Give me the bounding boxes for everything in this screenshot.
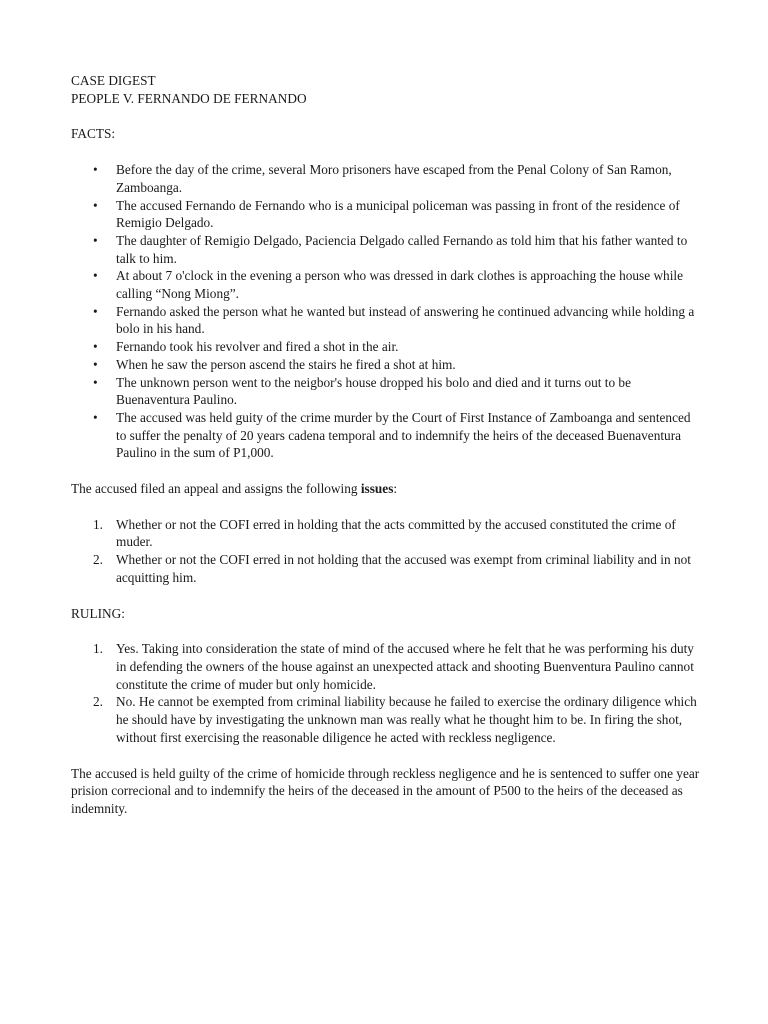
spacer — [71, 498, 701, 516]
list-item — [71, 409, 701, 462]
list-item — [71, 551, 701, 586]
bullet-icon: • — [93, 339, 98, 355]
ruling-heading: RULING: — [71, 605, 125, 621]
spacer — [71, 622, 701, 640]
spacer — [71, 587, 701, 605]
list-item — [71, 356, 701, 374]
bullet-icon: • — [93, 409, 98, 425]
spacer — [71, 462, 701, 480]
ruling-number: 1. — [93, 641, 103, 657]
appeal-text: The accused filed an appeal and assigns the following — [71, 481, 361, 497]
list-item — [71, 197, 701, 232]
list-item — [71, 338, 701, 356]
appeal-bold-word: issues — [360, 481, 394, 497]
ruling-number: 2. — [93, 694, 103, 710]
list-item — [71, 516, 701, 551]
bullet-icon: • — [93, 303, 98, 319]
fact-text: Before the day of the crime, several Moro prisoners have escaped from the Penal Colony of San Ramon, Zamboanga. — [116, 162, 672, 195]
list-item — [71, 161, 701, 196]
bullet-icon: • — [93, 197, 98, 213]
fact-text: The unknown person went to the neigbor's house dropped his bolo and died and it turns out to be Buenaventura Paulino. — [116, 374, 631, 408]
bullet-icon: • — [93, 356, 98, 372]
spacer — [71, 747, 701, 765]
facts-heading: FACTS: — [71, 126, 116, 142]
fact-text: Fernando asked the person what he wanted but instead of answering he continued advancing while holding a bolo in his hand. — [116, 303, 695, 337]
issues-list — [71, 516, 701, 587]
bullet-icon: • — [93, 268, 98, 284]
list-item — [71, 267, 701, 302]
list-item — [71, 693, 701, 746]
fact-text: Fernando took his revolver and fired a shot in the air. — [116, 339, 399, 355]
list-item — [71, 303, 701, 338]
issue-text: Whether or not the COFI erred in not holding that the accused was exempt from criminal liability and in not acquitting him. — [116, 552, 691, 585]
bullet-icon: • — [93, 374, 98, 390]
fact-text: The daughter of Remigio Delgado, Paciencia Delgado called Fernando as told him that his father wanted to talk to him. — [116, 232, 688, 266]
list-item — [71, 374, 701, 409]
facts-list — [71, 161, 701, 462]
fact-text: When he saw the person ascend the stairs he fired a shot at him. — [116, 356, 456, 372]
ruling-list — [71, 640, 701, 746]
issue-number: 1. — [93, 516, 103, 532]
bullet-icon: • — [93, 232, 98, 248]
issue-text: Whether or not the COFI erred in holding that the acts committed by the accused constituted the crime of muder. — [116, 516, 676, 550]
appeal-paragraph — [71, 480, 701, 498]
issue-number: 2. — [93, 552, 103, 568]
ruling-text: Yes. Taking into consideration the state of mind of the accused where he felt that he was performing his duty in defending the owners of the house against an unexpected attack and shooting Buenventura Paulino cannot constitute the crime of muder but only homicide. — [116, 641, 694, 692]
fact-text: The accused Fernando de Fernando who is a municipal policeman was passing in front of the residence of Remigio Delgado. — [116, 197, 680, 231]
document-page — [71, 72, 701, 818]
fact-text: The accused was held guity of the crime murder by the Court of First Instance of Zamboanga and sentenced to suffer the penalty of 20 years cadena temporal and to indemnify the heirs of the deceased Buenaventura Paulino in the sum of P1,000. — [116, 409, 691, 461]
fact-text: At about 7 o'clock in the evening a person who was dressed in dark clothes is approaching the house while calling “Nong Miong”. — [116, 268, 684, 302]
list-item — [71, 232, 701, 267]
spacer — [71, 143, 701, 161]
doc-type-title: CASE DIGEST — [71, 73, 156, 88]
spacer — [71, 107, 701, 125]
case-title: PEOPLE V. FERNANDO DE FERNANDO — [71, 90, 307, 106]
conclusion-paragraph: The accused is held guilty of the crime of homicide through reckless negligence and he is sentenced to suffer one year prision correcional and to indemnify the heirs of the deceased in the amount of P500 to the heirs of the deceased as indemnity. — [71, 765, 700, 816]
bullet-icon: • — [93, 162, 98, 178]
appeal-colon: : — [393, 481, 398, 497]
ruling-text: No. He cannot be exempted from criminal liability because he failed to exercise the ordinary diligence which he should have by investigating the unknown man was really what he thought him to be. In firing the shot, without first exercising the reasonable diligence he acted with reckless negligence. — [116, 694, 697, 745]
list-item — [71, 640, 701, 693]
